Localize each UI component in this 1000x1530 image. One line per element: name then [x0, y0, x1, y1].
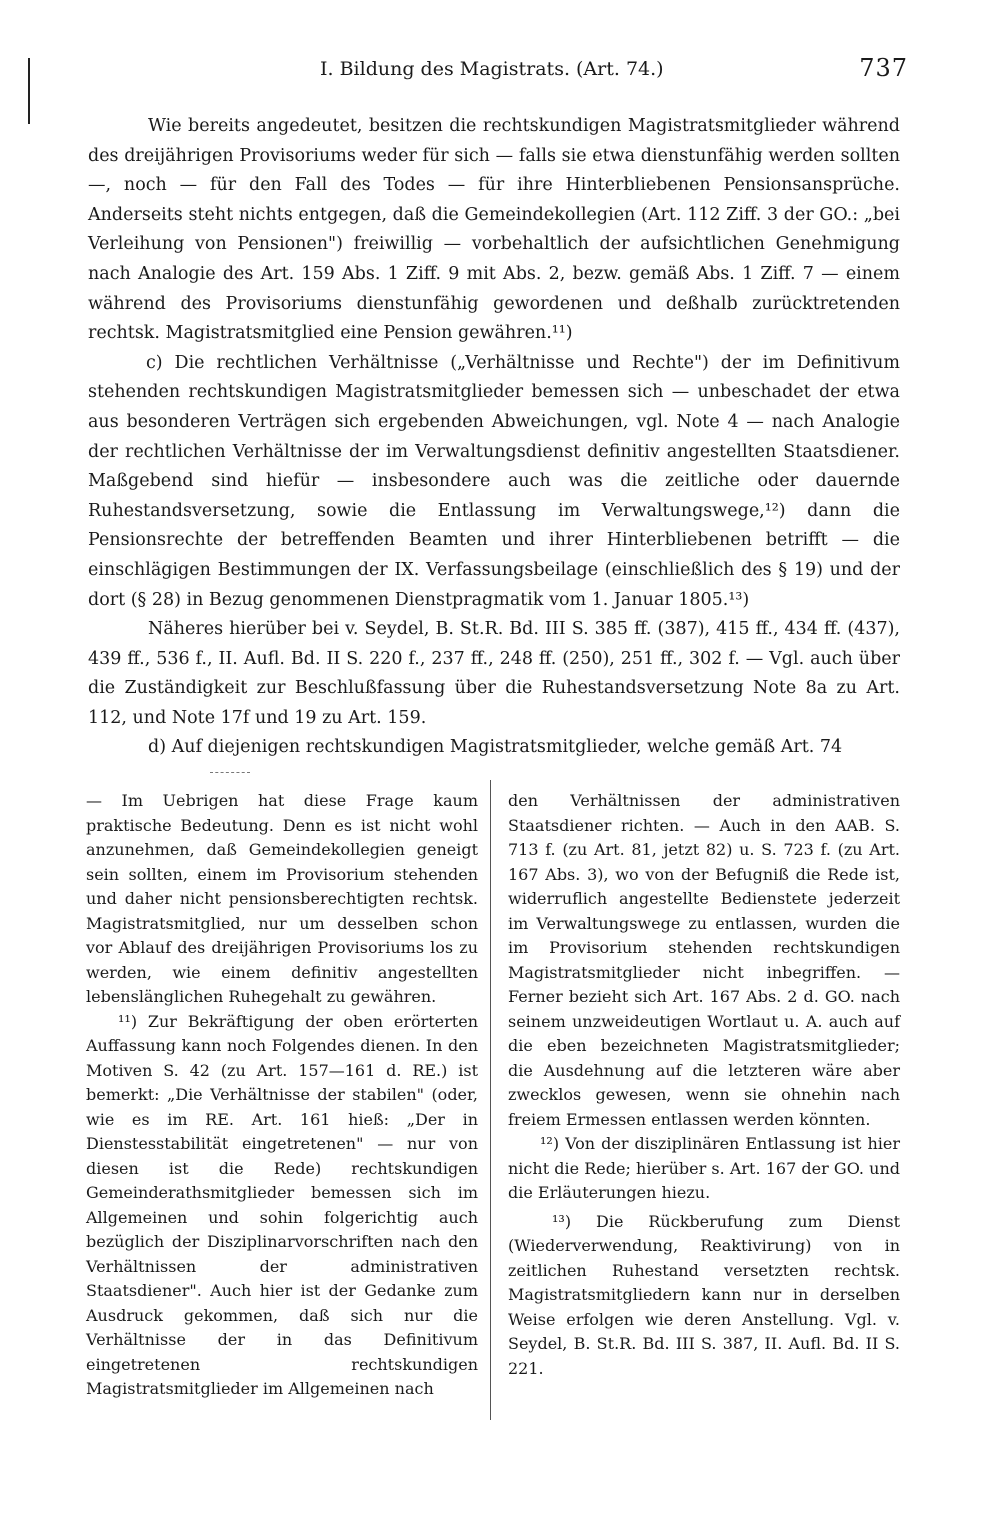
footnote-continuation-left: — Im Uebrigen hat diese Frage kaum praktische Bedeutung. Denn es ist nicht wohl anzunehmen, daß Gemeindekollegien geneigt sein sollten, einem im Provisorium stehenden und daher nicht pensionsberechtigten rechtsk. Magistratsmitglied, nur um desselben schon vor Ablauf des dreijährigen Provisoriums los zu werden, wie einem definitiv angestellten lebenslänglichen Ruhegehalt zu gewähren. — [86, 791, 478, 1006]
paragraph-pension-provisorium: Wie bereits angedeutet, besitzen die rechtskundigen Magistratsmitglieder während des dreijährigen Provisoriums weder für sich — falls sie etwa dienstunfähig werden sollten —, noch — für den Fall des Todes — für ihre Hinterbliebenen Pensionsansprüche. Anderseits steht nichts entgegen, daß die Gemeindekollegien (Art. 112 Ziff. 3 der GO.: „bei Verleihung von Pensionen") freiwillig — vorbehaltlich der aufsichtlichen Genehmigung nach Analogie des Art. 159 Abs. 1 Ziff. 9 mit Abs. 2, bezw. gemäß Abs. 1 Ziff. 7 — einem während des Provisoriums dienstunfähig gewordenen und deßhalb zurücktretenden rechtsk. Magistratsmitglied eine Pension gewähren.¹¹) — [88, 116, 900, 344]
paragraph-d: d) Auf diejenigen rechtskundigen Magistratsmitglieder, welche gemäß Art. 74 — [148, 737, 843, 758]
page-header — [90, 54, 908, 88]
margin-rule — [28, 58, 30, 124]
column-divider — [490, 780, 491, 1420]
footnote-12: ¹²) Von der disziplinären Entlassung ist hier nicht die Rede; hierüber s. Art. 167 der GO. und die Erläuterungen hiezu. — [508, 1134, 900, 1202]
footnote-column-right — [508, 789, 900, 1381]
footnote-13: ¹³) Die Rückberufung zum Dienst (Wiederverwendung, Reaktivirung) von in zeitlichen Ruhestand versetzten rechtsk. Magistratsmitgliedern kann nur in derselben Weise erfolgen wie deren Anstellung. Vgl. v. Seydel, B. St.R. Bd. III S. 387, II. Aufl. Bd. II S. 221. — [508, 1211, 900, 1378]
main-text — [88, 112, 900, 763]
page-number: 737 — [859, 54, 908, 82]
paragraph-c-definitivum: c) Die rechtlichen Verhältnisse („Verhältnisse und Rechte") der im Definitivum stehenden rechtskundigen Magistratsmitglieder bemessen sich — unbeschadet der etwa aus besonderen Verträgen sich ergebenden Abweichungen, vgl. Note 4 — nach Analogie der rechtlichen Verhältnisse der im Verwaltungsdienst definitiv angestellten Staatsdiener. Maßgebend sind hiefür — insbesondere auch was die zeitliche oder dauernde Ruhestandsversetzung, sowie die Entlassung im Verwaltungswege,¹²) dann die Pensionsrechte der betreffenden Beamten und ihrer Hinterbliebenen betrifft — die einschlägigen Bestimmungen der IX. Verfassungsbeilage (einschließlich des § 19) und der dort (§ 28) in Bezug genommenen Dienstpragmatik vom 1. Januar 1805.¹³) — [88, 352, 900, 610]
footnote-column-left — [86, 789, 478, 1402]
running-title: I. Bildung des Magistrats. (Art. 74.) — [320, 58, 664, 80]
footnote-11: ¹¹) Zur Bekräftigung der oben erörterten Auffassung kann noch Folgendes dienen. In den Motiven S. 42 (zu Art. 157—161 d. RE.) ist bemerkt: „Die Verhältnisse der stabilen" (oder, wie es im RE. Art. 161 hieß: „Der in Dienstesstabilität eingetretenen" — nur von diesen ist die Rede) rechtskundigen Gemeinderathsmitglieder bemessen sich im Allgemeinen und sohin folgerichtig auch bezüglich der Disziplinarvorschriften nach den Verhältnissen der administrativen Staatsdiener". Auch hier ist der Gedanke zum Ausdruck gekommen, daß sich nur die Verhältnisse der in das Definitivum eingetretenen rechtskundigen Magistratsmitglieder im Allgemeinen nach — [86, 1011, 478, 1398]
footnote-continuation-right: den Verhältnissen der administrativen Staatsdiener richten. — Auch in den AAB. S. 713 f. (zu Art. 81, jetzt 82) u. S. 723 f. (zu Art. 167 Abs. 3), wo von der Befugniß die Rede ist, widerruflich angestellte Bedienstete jederzeit im Verwaltungswege zu entlassen, wurden die im Provisorium stehenden rechtskundigen Magistratsmitglieder nicht inbegriffen. — Ferner bezieht sich Art. 167 Abs. 2 d. GO. nach seinem unzweideutigen Wortlaut u. A. auch auf die eben bezeichneten Magistratsmitglieder; die Ausdehnung auf die letzteren wäre aber zwecklos gewesen, wenn sie ohnehin nach freiem Ermessen entlassen werden könnten. — [508, 791, 900, 1129]
paragraph-references: Näheres hierüber bei v. Seydel, B. St.R. Bd. III S. 385 ff. (387), 415 ff., 434 ff. (437), 439 ff., 536 f., II. Aufl. Bd. II S. 220 f., 237 ff., 248 ff. (250), 251 ff., 302 f. — Vgl. auch über die Zuständigkeit zur Beschlußfassung über die Ruhestandsversetzung Note 8a zu Art. 112, und Note 17f und 19 zu Art. 159. — [88, 619, 900, 728]
footnote-separator — [210, 772, 250, 773]
